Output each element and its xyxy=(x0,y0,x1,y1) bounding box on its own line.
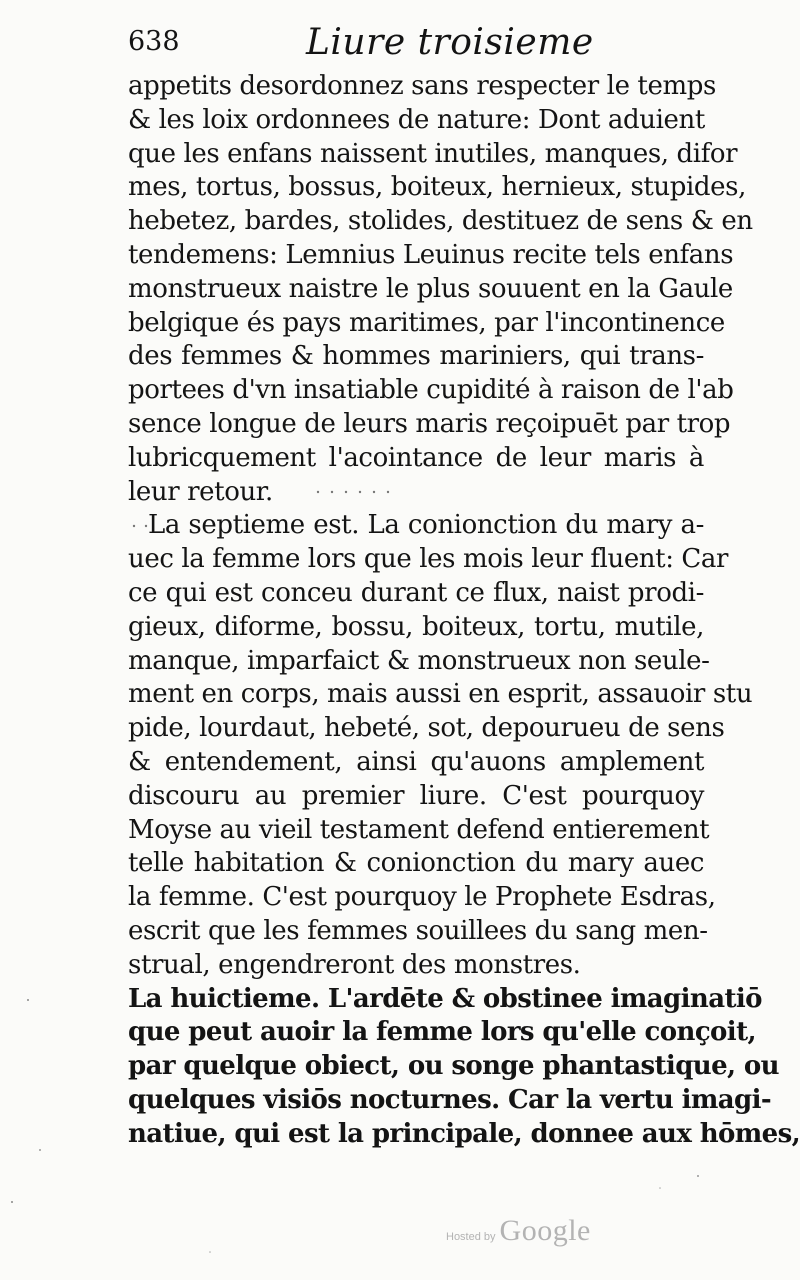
text-line: telle habitation & conionction du mary auec xyxy=(128,848,704,879)
google-watermark xyxy=(446,1214,591,1254)
text-line: & les loix ordonnees de nature: Dont aduient xyxy=(128,104,705,135)
paragraph-start-line: La septieme est. La conionction du mary a- xyxy=(148,510,704,541)
text-line: lubricquement l'acointance de leur maris à xyxy=(128,442,704,473)
text-line: des femmes & hommes mariniers, qui trans- xyxy=(128,341,704,372)
text-line: hebetez, bardes, stolides, destituez de sens & en xyxy=(128,206,753,237)
text-line: Moyse au vieil testament defend entierement xyxy=(128,814,710,845)
text-line: & entendement, ainsi qu'auons amplement xyxy=(128,746,704,777)
paragraph-start-line: La huictieme. L'ardēte & obstinee imaginatiō xyxy=(128,983,762,1014)
text-line: gieux, diforme, bossu, boiteux, tortu, mutile, xyxy=(128,611,704,642)
text-line: tendemens: Lemnius Leuinus recite tels enfans xyxy=(128,239,734,270)
text-line: natiue, qui est la principale, donnee aux hōmes, xyxy=(128,1118,800,1149)
text-line: la femme. C'est pourquoy le Prophete Esdras, xyxy=(128,882,716,913)
page-number: 638 xyxy=(128,26,180,57)
text-line: par quelque obiect, ou songe phantastique, ou xyxy=(128,1051,779,1082)
text-line: leur retour. xyxy=(128,476,273,507)
text-line: portees d'vn insatiable cupidité à raison de l'ab xyxy=(128,375,734,406)
text-line: quelques visiōs nocturnes. Car la vertu imagi- xyxy=(128,1084,772,1115)
text-line: ment en corps, mais aussi en esprit, assauoir stu xyxy=(128,679,753,710)
text-line: strual, engendreront des monstres. xyxy=(128,949,581,980)
google-logo: Google xyxy=(499,1214,591,1247)
text-line: sence longue de leurs maris reçoipuēt par trop xyxy=(128,408,731,439)
running-head xyxy=(128,22,688,66)
body-text xyxy=(128,70,800,1152)
text-line: belgique és pays maritimes, par l'incontinence xyxy=(128,307,725,338)
text-line: uec la femme lors que les mois leur fluent: Car xyxy=(128,544,729,575)
text-line: appetits desordonnez sans respecter le temps xyxy=(128,71,716,101)
text-line: pide, lourdaut, hebeté, sot, depourueu de sens xyxy=(128,713,725,744)
running-title: Liure troisieme xyxy=(306,22,594,63)
text-line: manque, imparfaict & monstrueux non seule- xyxy=(128,645,710,676)
text-line: que les enfans naissent inutiles, manques, difor xyxy=(128,138,738,169)
text-line: mes, tortus, bossus, boiteux, hernieux, stupides, xyxy=(128,172,746,203)
text-line: escrit que les femmes souillees du sang men- xyxy=(128,915,708,946)
text-line: discouru au premier liure. C'est pourquoy xyxy=(128,780,704,811)
text-line: que peut auoir la femme lors qu'elle conçoit, xyxy=(128,1017,756,1048)
text-line: monstrueux naistre le plus souuent en la Gaule xyxy=(128,273,733,304)
watermark-hosted-text: Hosted by xyxy=(446,1231,496,1243)
text-line: ce qui est conceu durant ce flux, naist prodi- xyxy=(128,577,704,608)
